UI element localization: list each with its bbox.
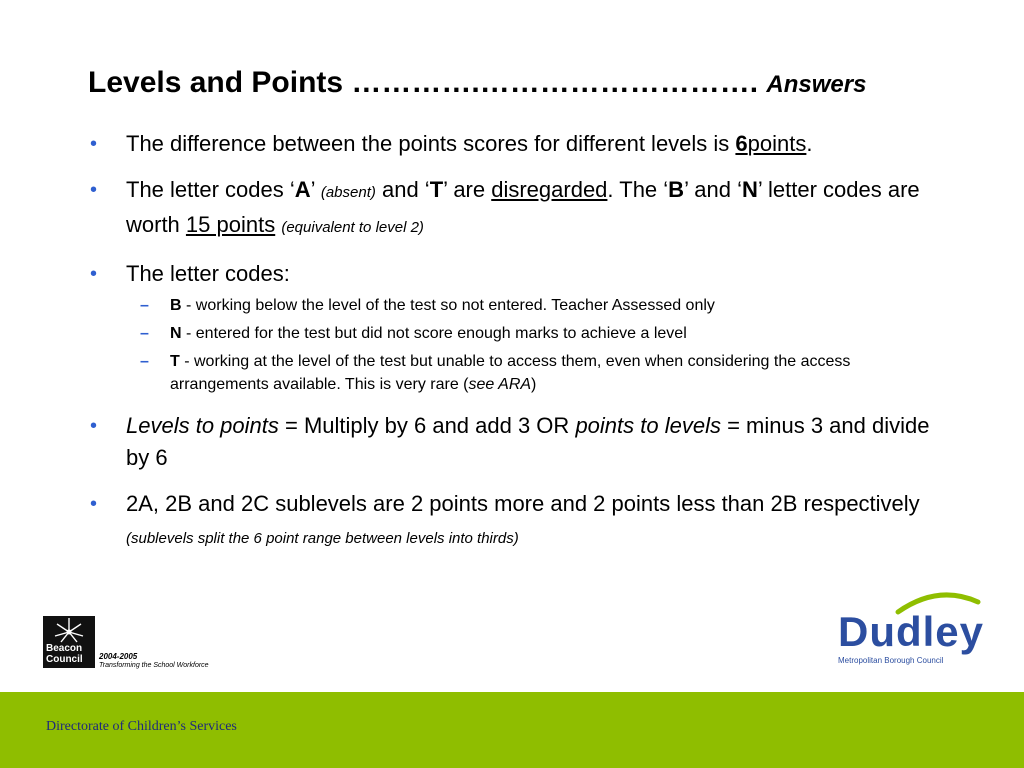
bullet-letter-codes-worth	[90, 174, 950, 244]
beacon-tagline: Transforming the School Workforce	[99, 662, 209, 669]
bullet5-text: 2A, 2B and 2C sublevels are 2 points more and 2 points less than 2B respectively	[126, 491, 920, 516]
code-a: A	[294, 177, 311, 202]
bullet3-text: The letter codes:	[126, 261, 290, 286]
bullet2-text: . The ‘	[607, 177, 669, 202]
bullet-points-difference	[90, 128, 950, 160]
sub-bullet-list	[126, 294, 950, 396]
footer-text: Directorate of Children’s Services	[46, 719, 237, 734]
bullet2-text: The letter codes ‘	[126, 177, 295, 202]
beacon-logo-box	[43, 616, 95, 668]
bullet4-text: = minus 3 and divide by 6	[126, 413, 930, 470]
bullet-conversion-formula	[90, 410, 950, 474]
bullet-dot: •	[90, 133, 98, 155]
sub-code: B	[170, 297, 182, 314]
slide-title	[88, 66, 988, 100]
title-text: Levels and Points ………….……………………….	[88, 66, 767, 99]
bullet4-text: = Multiply by 6 and add 3 OR	[278, 413, 576, 438]
sub-bullet-dash: –	[140, 325, 149, 342]
code-t: T	[429, 177, 444, 202]
sub-bullet-dash: –	[140, 353, 149, 370]
sublevels-note: (sublevels split the 6 point range between levels into thirds)	[126, 530, 519, 547]
points-to-levels: points to levels	[575, 413, 721, 438]
beacon-council-logo	[43, 616, 209, 669]
sub-code: N	[170, 325, 182, 342]
beacon-caption	[99, 652, 239, 670]
bullet1-number: 6	[735, 131, 748, 156]
dudley-wordmark: Dudley	[838, 608, 985, 655]
bullet-letter-codes-list	[90, 258, 950, 396]
bullet-dot: •	[90, 179, 98, 201]
beacon-year: 2004-2005	[99, 652, 138, 661]
bullet-dot: •	[90, 493, 98, 515]
bullet2-text: ’ are	[443, 177, 492, 202]
bullet2-text: and ‘	[375, 177, 430, 202]
sub-bullet-dash: –	[140, 297, 149, 314]
sub-bullet-n	[126, 322, 950, 345]
see-ara: see ARA	[468, 376, 532, 393]
slide-content	[90, 128, 950, 569]
sub-text: - working at the level of the test but unable to access them, even when considering the access arrangements available. This is very rare (	[170, 353, 851, 393]
bullet2-text: ’ and ‘	[684, 177, 742, 202]
bullet-dot: •	[90, 263, 98, 285]
bullet1-unit: points	[747, 131, 807, 156]
fifteen-points: 15 points	[185, 212, 276, 237]
disregarded-word: disregarded	[491, 177, 608, 202]
title-answers: Answers	[766, 71, 867, 98]
beacon-name: Beacon Council	[46, 643, 83, 665]
sub-text-end: )	[531, 376, 537, 393]
bullet2-text: ’ letter codes are worth	[126, 177, 920, 237]
bullet-sublevels	[90, 488, 950, 555]
sub-text: - working below the level of the test so not entered. Teacher Assessed only	[181, 297, 715, 314]
dudley-logo	[838, 590, 988, 670]
bullet1-period: .	[806, 131, 813, 156]
bullet1-text: The difference between the points scores for different levels is	[126, 131, 736, 156]
bullet2-text: ’	[310, 177, 321, 202]
sub-text: - entered for the test but did not score enough marks to achieve a level	[181, 325, 687, 342]
dudley-subtitle: Metropolitan Borough Council	[838, 656, 944, 665]
absent-note: (absent)	[320, 184, 376, 201]
equivalent-note: (equivalent to level 2)	[281, 219, 424, 236]
code-n: N	[741, 177, 758, 202]
sub-bullet-b	[126, 294, 950, 317]
levels-to-points: Levels to points	[126, 413, 279, 438]
sub-bullet-t	[126, 350, 950, 396]
sub-code: T	[170, 353, 180, 370]
bullet-dot: •	[90, 415, 98, 437]
code-b: B	[668, 177, 685, 202]
